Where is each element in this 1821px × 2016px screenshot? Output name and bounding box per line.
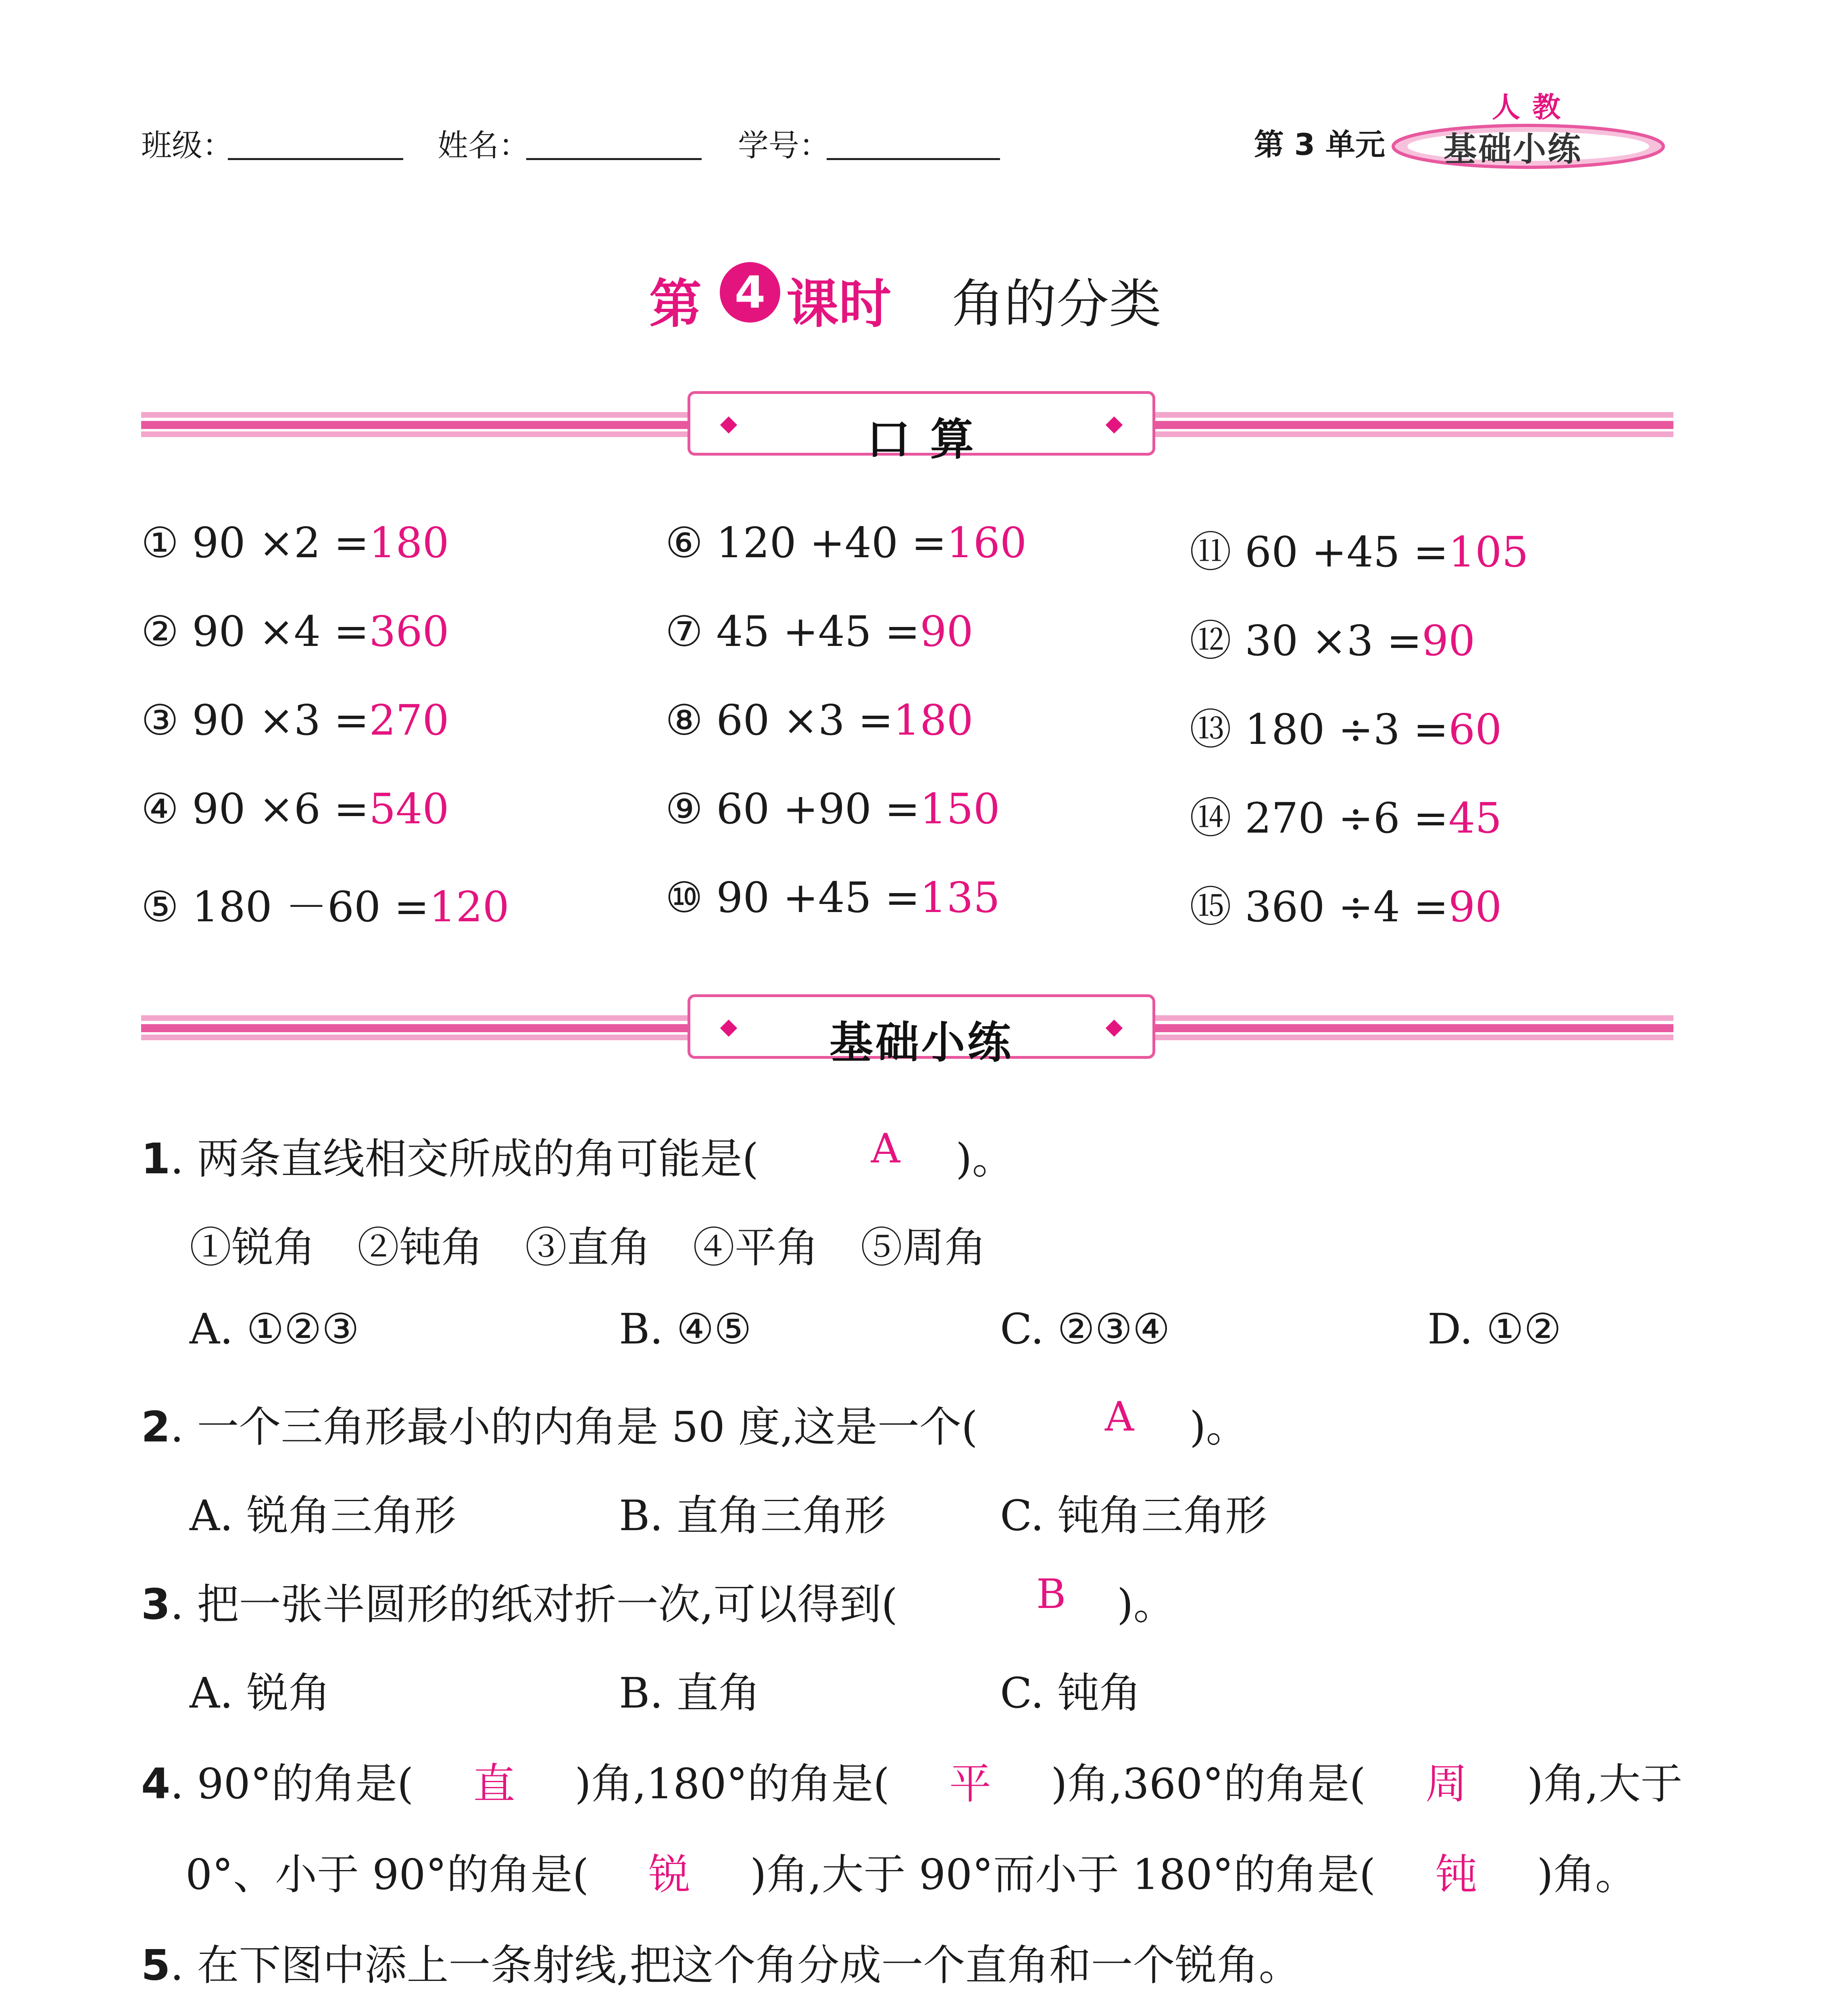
question-4-answer-1[interactable]: 直 bbox=[473, 1759, 515, 1808]
oral-answer: 90 bbox=[1421, 616, 1475, 665]
publisher-label: 人教 bbox=[1492, 91, 1573, 124]
section-title-basic: 基础小练 bbox=[829, 1018, 1013, 1068]
oral-item: ① 90 ×2 =180 bbox=[141, 518, 449, 567]
class-blank[interactable] bbox=[228, 158, 403, 160]
oral-item: ⑮ 360 ÷4 =90 bbox=[1190, 882, 1502, 931]
oral-answer: 90 bbox=[920, 607, 973, 656]
id-blank[interactable] bbox=[827, 158, 1000, 160]
question-3-stem: 3. 把一张半圆形的纸对折一次,可以得到( bbox=[141, 1580, 898, 1629]
question-2-answer[interactable]: A bbox=[1105, 1393, 1134, 1440]
oral-answer: 135 bbox=[920, 873, 1000, 922]
oral-answer: 60 bbox=[1448, 705, 1502, 754]
question-2-stem: 2. 一个三角形最小的内角是 50 度,这是一个( bbox=[141, 1402, 978, 1452]
lesson-title: 角的分类 bbox=[952, 273, 1162, 335]
oral-item: ⑭ 270 ÷6 =45 bbox=[1190, 793, 1502, 843]
lesson-suffix: 课时 bbox=[786, 273, 892, 335]
question-2-option-b[interactable]: B. 直角三角形 bbox=[619, 1491, 886, 1540]
unit-label: 第 3 单元 bbox=[1254, 127, 1386, 162]
question-2-close: )。 bbox=[1190, 1402, 1248, 1452]
oral-answer: 180 bbox=[893, 696, 973, 745]
oral-item: ⑥ 120 +40 =160 bbox=[665, 518, 1027, 567]
section-title-oral: 口 算 bbox=[867, 414, 976, 465]
question-5-stem: 5. 在下图中添上一条射线,把这个角分成一个直角和一个锐角。 bbox=[141, 1941, 1301, 1990]
section-header-basic bbox=[688, 994, 1155, 1068]
series-label: 基础小练 bbox=[1444, 130, 1583, 169]
oral-answer: 120 bbox=[429, 882, 509, 931]
lesson-number-badge: 4 bbox=[720, 262, 780, 323]
question-1-answer[interactable]: A bbox=[871, 1125, 900, 1172]
oral-item: ⑫ 30 ×3 =90 bbox=[1190, 616, 1475, 665]
lesson-prefix: 第 bbox=[649, 273, 702, 335]
oral-answer: 150 bbox=[920, 784, 1000, 833]
oral-item: ⑤ 180 －60 =120 bbox=[141, 882, 509, 931]
id-label: 学号： bbox=[738, 127, 830, 163]
oral-answer: 540 bbox=[369, 784, 449, 833]
question-3-option-b[interactable]: B. 直角 bbox=[619, 1668, 760, 1718]
oral-item: ⑨ 60 +90 =150 bbox=[665, 784, 1000, 833]
question-4-line-1: 4. 90°的角是( 直 )角,180°的角是( 平 )角,360°的角是( 周 )角,大于 bbox=[141, 1750, 1682, 1810]
question-3-answer[interactable]: B bbox=[1036, 1570, 1066, 1618]
oral-item: ⑬ 180 ÷3 =60 bbox=[1190, 705, 1502, 754]
oral-item: ④ 90 ×6 =540 bbox=[141, 784, 449, 833]
oral-item: ⑪ 60 +45 =105 bbox=[1190, 527, 1529, 577]
oral-answer: 45 bbox=[1448, 793, 1502, 843]
oral-answer: 180 bbox=[369, 518, 449, 567]
oral-answer: 90 bbox=[1448, 882, 1502, 931]
oral-answer: 105 bbox=[1448, 527, 1529, 577]
question-4-answer-3[interactable]: 周 bbox=[1425, 1759, 1467, 1808]
question-3-option-c[interactable]: C. 钝角 bbox=[1000, 1668, 1141, 1718]
question-3-option-a[interactable]: A. 锐角 bbox=[190, 1668, 331, 1718]
oral-item: ③ 90 ×3 =270 bbox=[141, 696, 449, 745]
question-4-answer-5[interactable]: 钝 bbox=[1435, 1850, 1477, 1899]
oral-answer: 270 bbox=[369, 696, 449, 745]
oral-answer: 160 bbox=[946, 518, 1027, 567]
question-1-option-a[interactable]: A. ①②③ bbox=[190, 1304, 359, 1354]
oral-answer: 360 bbox=[369, 607, 449, 656]
question-1-stem: 1. 两条直线相交所成的角可能是( bbox=[141, 1134, 759, 1183]
question-4-line-2: 0°、小于 90°的角是( 锐 )角,大于 90°而小于 180°的角是( 钝 )角。 bbox=[185, 1841, 1637, 1901]
section-header-oral bbox=[688, 391, 1155, 465]
name-label: 姓名： bbox=[438, 127, 529, 163]
question-1-choices: ①锐角 ②钝角 ③直角 ④平角 ⑤周角 bbox=[190, 1223, 987, 1272]
name-blank[interactable] bbox=[526, 158, 702, 160]
question-2-option-a[interactable]: A. 锐角三角形 bbox=[190, 1491, 456, 1540]
class-label: 班级： bbox=[141, 127, 233, 163]
question-3-close: )。 bbox=[1117, 1580, 1175, 1629]
question-4-answer-4[interactable]: 锐 bbox=[648, 1850, 691, 1899]
oral-item: ⑦ 45 +45 =90 bbox=[665, 607, 973, 656]
question-1-close: )。 bbox=[956, 1134, 1014, 1183]
question-1-option-b[interactable]: B. ④⑤ bbox=[619, 1304, 752, 1354]
question-2-option-c[interactable]: C. 钝角三角形 bbox=[1000, 1491, 1267, 1540]
oral-item: ⑧ 60 ×3 =180 bbox=[665, 696, 973, 745]
question-1-option-d[interactable]: D. ①② bbox=[1427, 1304, 1562, 1354]
question-4-answer-2[interactable]: 平 bbox=[949, 1759, 992, 1808]
question-1-option-c[interactable]: C. ②③④ bbox=[1000, 1304, 1170, 1354]
oral-item: ⑩ 90 +45 =135 bbox=[665, 873, 1000, 922]
oral-item: ② 90 ×4 =360 bbox=[141, 607, 449, 656]
